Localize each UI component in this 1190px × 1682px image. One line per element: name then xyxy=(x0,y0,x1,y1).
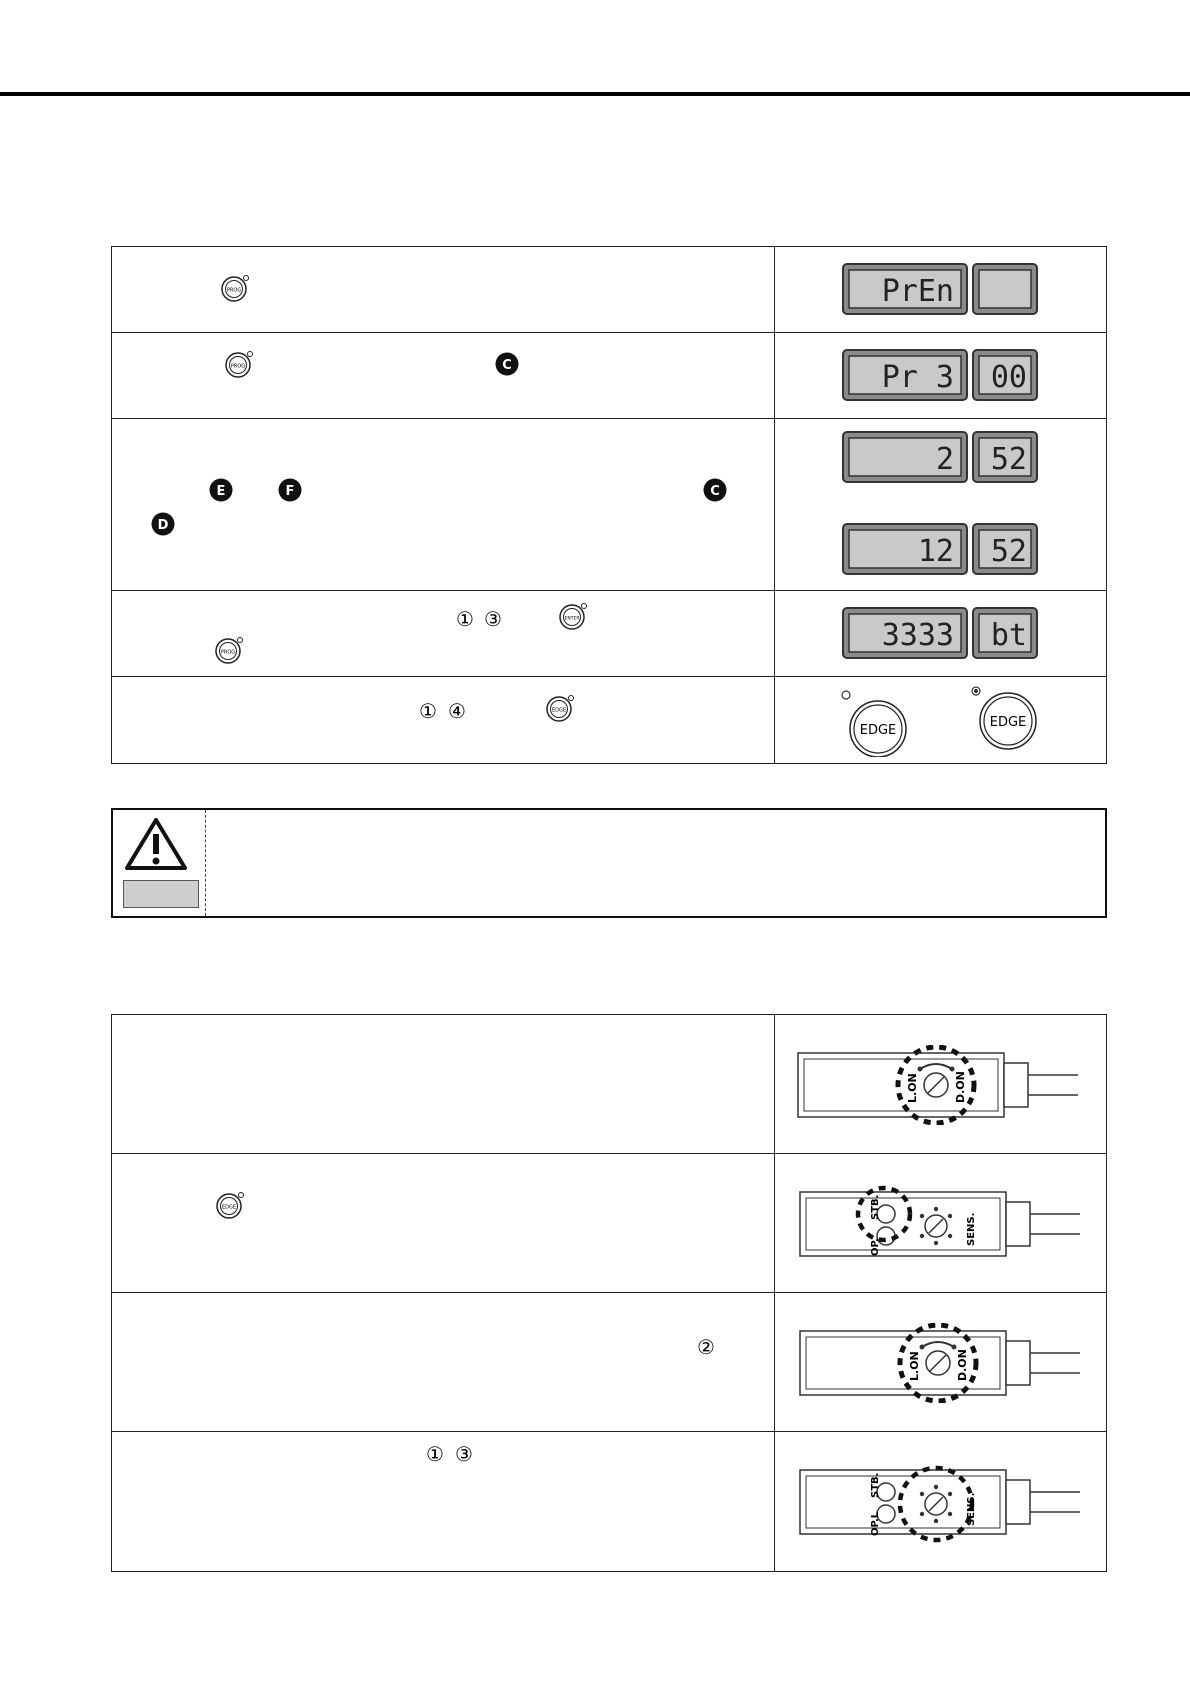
lcd-main-readout: PrEn xyxy=(881,274,954,309)
table-row xyxy=(112,1432,1106,1571)
svg-text:STB.: STB. xyxy=(870,1472,881,1498)
edge-button-icon xyxy=(543,693,577,727)
procedure-table-1 xyxy=(111,246,1107,764)
prog-button-icon xyxy=(218,273,252,307)
table-row xyxy=(112,1015,1106,1154)
svg-text:OP.: OP. xyxy=(870,1238,881,1256)
svg-text:EDGE: EDGE xyxy=(551,707,567,714)
svg-text:D.ON: D.ON xyxy=(956,1349,969,1381)
lcd-main-readout: 12 xyxy=(917,534,954,569)
svg-text:STB.: STB. xyxy=(870,1194,881,1220)
edge-button-icon xyxy=(213,1190,247,1224)
lcd-display xyxy=(842,263,1042,317)
lcd-sub-readout: bt xyxy=(990,618,1027,653)
step-marker-1: ① xyxy=(426,1442,444,1466)
key-e-icon xyxy=(208,477,234,503)
table-row xyxy=(112,1293,1106,1432)
lcd-sub-readout: 52 xyxy=(990,442,1027,477)
table-row xyxy=(112,677,1106,763)
table-row xyxy=(112,419,1106,591)
procedure-table-2 xyxy=(111,1014,1107,1572)
prog-button-icon xyxy=(212,635,246,669)
lcd-display xyxy=(842,523,1042,577)
step-marker-3: ③ xyxy=(484,607,502,631)
svg-text:SENS.: SENS. xyxy=(966,1212,977,1246)
svg-text:L.ON: L.ON xyxy=(906,1073,919,1103)
lcd-sub-readout: 00 xyxy=(990,360,1027,395)
step-marker-2: ② xyxy=(697,1335,715,1359)
lcd-main-readout: 2 xyxy=(935,442,954,477)
svg-text:D.ON: D.ON xyxy=(954,1071,967,1103)
step-marker-1: ① xyxy=(456,607,474,631)
key-c-icon xyxy=(702,477,728,503)
svg-text:D: D xyxy=(157,518,169,533)
svg-text:L.ON: L.ON xyxy=(908,1351,921,1381)
svg-text:EDGE: EDGE xyxy=(859,723,897,738)
caution-divider xyxy=(205,810,206,916)
svg-text:F: F xyxy=(285,484,295,499)
svg-text:C: C xyxy=(710,484,720,499)
table-row xyxy=(112,333,1106,419)
svg-text:E: E xyxy=(216,484,226,499)
caution-box xyxy=(111,808,1107,918)
sensor-mode-switch-diagram xyxy=(798,1323,1088,1403)
key-f-icon xyxy=(277,477,303,503)
step-marker-4: ④ xyxy=(448,699,466,723)
lcd-main-readout: 3333 xyxy=(881,618,954,653)
step-marker-3: ③ xyxy=(455,1442,473,1466)
enter-button-icon xyxy=(556,601,590,635)
step-marker-1: ① xyxy=(419,699,437,723)
key-d-icon xyxy=(150,511,176,537)
lcd-main-readout: Pr 3 xyxy=(881,360,954,395)
svg-text:EDGE: EDGE xyxy=(989,715,1027,730)
lcd-display xyxy=(842,349,1042,403)
svg-text:OP.L: OP.L xyxy=(870,1511,881,1536)
warning-triangle-icon xyxy=(123,816,189,872)
prog-button-icon xyxy=(222,349,256,383)
edge-button-indicator-off xyxy=(838,687,914,757)
key-c-icon xyxy=(494,351,520,377)
svg-text:ENTER: ENTER xyxy=(564,616,580,622)
caution-label xyxy=(123,880,199,908)
sensor-stability-indicator-diagram xyxy=(798,1184,1088,1268)
edge-button-indicator-on xyxy=(968,683,1044,753)
svg-text:PROG: PROG xyxy=(220,649,236,656)
lcd-sub-readout: 52 xyxy=(990,534,1027,569)
lcd-display xyxy=(842,607,1042,661)
header-rule xyxy=(0,92,1190,96)
table-row xyxy=(112,591,1106,677)
table-row xyxy=(112,1154,1106,1293)
table-row xyxy=(112,247,1106,333)
svg-text:EDGE: EDGE xyxy=(221,1204,237,1211)
svg-text:PROG: PROG xyxy=(230,363,246,370)
sensor-sensitivity-knob-diagram xyxy=(798,1462,1088,1546)
svg-text:SENS.: SENS. xyxy=(966,1492,977,1526)
svg-text:C: C xyxy=(502,358,512,373)
sensor-mode-switch-diagram xyxy=(796,1045,1086,1125)
svg-text:PROG: PROG xyxy=(226,287,242,294)
lcd-display xyxy=(842,431,1042,485)
